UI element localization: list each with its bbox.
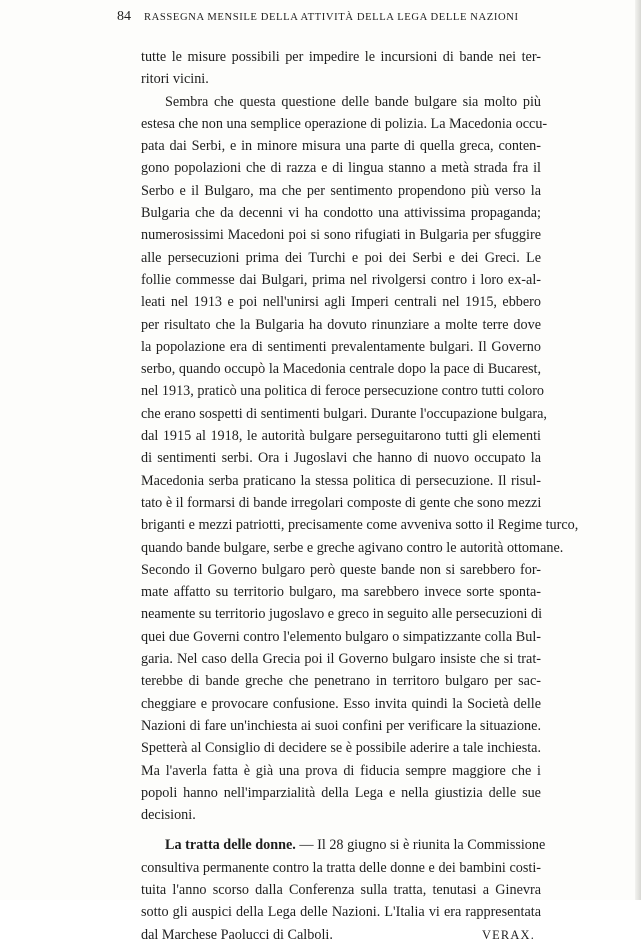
page-number: 84	[117, 9, 131, 24]
line-text: leati nel 1913 e poi nell'unirsi agli Imperi centrali nel 1915, ebbero	[141, 294, 541, 311]
text-line	[141, 91, 541, 113]
text-line	[141, 291, 541, 313]
line-text: Ma l'averla fatta è già una prova di fiducia sempre maggiore che i	[141, 762, 541, 779]
text-line	[141, 715, 541, 737]
paragraph	[141, 91, 579, 827]
text-line	[141, 648, 541, 670]
text-line	[141, 492, 541, 514]
text-line	[141, 670, 541, 692]
body-text	[141, 46, 579, 946]
line-text: numerosissimi Macedoni poi si sono rifugiati in Bulgaria per sfuggire	[141, 227, 541, 244]
line-text: di sentimenti serbi. Ora i Jugoslavi che hanno di nuovo occupato la	[141, 450, 541, 467]
line-text: quei due Governi contro l'elemento bulgaro o simpatizzante colla Bul-	[141, 628, 541, 645]
text-line	[141, 113, 548, 135]
line-text: dal 1915 al 1918, le autorità bulgare perseguitarono tutti gli elementi	[141, 428, 541, 445]
line-text: che erano sospetti di sentimenti bulgari. Durante l'occupazione bulgara,	[141, 405, 547, 422]
text-line	[141, 804, 541, 826]
line-text: sotto gli auspici della Lega delle Nazioni. L'Italia vi era rappresentata	[141, 904, 541, 921]
line-text: estesa che non una semplice operazione di polizia. La Macedonia occu-	[141, 115, 548, 132]
line-text: la popolazione era di sentimenti prevalentamente bulgari. Il Governo	[141, 338, 541, 355]
text-line	[141, 782, 541, 804]
text-line	[141, 514, 579, 536]
line-text: quando bande bulgare, serbe e greche agivano contro le autorità ottomane.	[141, 539, 564, 556]
text-line	[141, 403, 547, 425]
section-heading: La tratta delle donne.	[165, 837, 296, 854]
line-text: Nazioni di fare un'inchiesta ai suoi confini per verificare la situazione.	[141, 717, 541, 734]
line-text: neamente su territorio jugoslavo e greco in seguito alle persecuzioni di	[141, 606, 543, 623]
line-text: per risultato che la Bulgaria ha dovuto rinunziare a molte terre dove	[141, 316, 541, 333]
text-line	[141, 157, 541, 179]
line-text: Secondo il Governo bulgaro però queste bande non si sarebbero for-	[141, 561, 541, 578]
text-line	[141, 559, 541, 581]
line-text: Macedonia serba praticano la stessa politica di persecuzione. Il risul-	[141, 472, 541, 489]
line-text: pata dai Serbi, e in minore misura una parte di quella greca, conten-	[141, 138, 541, 155]
text-line	[141, 336, 541, 358]
line-text: briganti e mezzi patriotti, precisamente come avveniva sotto il Regime turco,	[141, 517, 579, 534]
text-line	[141, 447, 541, 469]
text-line	[141, 737, 541, 759]
text-line	[141, 603, 541, 625]
line-text: gono popolazioni che di razza e di lingua stanno a metà strada fra il	[141, 160, 541, 177]
text-line	[141, 626, 541, 648]
text-line	[141, 135, 541, 157]
running-title: RASSEGNA MENSILE DELLA ATTIVITÀ DELLA LEGA DELLE NAZIONI	[144, 12, 519, 23]
running-header	[117, 9, 549, 29]
author-signature: VERAX.	[482, 927, 535, 942]
paragraph-gap	[141, 826, 541, 834]
text-line	[141, 760, 541, 782]
text-line	[141, 68, 541, 90]
text-line	[141, 901, 541, 923]
line-text: dal Marchese Paolucci di Calboli.	[141, 926, 333, 943]
line-text: Serbo e il Bulgaro, ma che per sentimento propendono più verso la	[141, 182, 541, 199]
text-line	[141, 380, 545, 402]
line-text: nel 1913, praticò una politica di feroce persecuzione contro tutti coloro	[141, 383, 545, 400]
text-line	[141, 693, 541, 715]
text-line	[141, 247, 541, 269]
text-line	[141, 834, 546, 856]
text-line	[141, 581, 541, 603]
line-text: Sembra che questa questione delle bande bulgare sia molto più	[165, 93, 541, 110]
text-line	[141, 46, 541, 68]
line-text: — Il 28 giugno si è riunita la Commissione	[295, 837, 546, 854]
text-line	[141, 470, 541, 492]
text-line	[141, 857, 541, 879]
text-line	[141, 269, 541, 291]
line-text: ritori vicini.	[141, 71, 209, 88]
line-text: tuita l'anno scorso dalla Conferenza sulla tratta, tenutasi a Ginevra	[141, 881, 541, 898]
line-text: decisioni.	[141, 807, 196, 824]
text-line	[141, 314, 541, 336]
text-line	[141, 358, 541, 380]
text-line	[141, 180, 541, 202]
line-text: Spetterà al Consiglio di decidere se è possibile aderire a tale inchiesta.	[141, 740, 541, 757]
line-text: alle persecuzioni prima dei Turchi e poi dei Serbi e dei Greci. Le	[141, 249, 541, 266]
line-text: mate affatto su territorio bulgaro, ma sarebbero invece sorte sponta-	[141, 584, 541, 601]
text-line	[141, 224, 541, 246]
line-text: Bulgaria che da decenni vi ha condotto una attivissima propaganda;	[141, 205, 541, 222]
text-line	[141, 924, 541, 946]
text-line	[141, 202, 541, 224]
paragraph	[141, 834, 546, 945]
text-line	[141, 537, 564, 559]
paragraph	[141, 46, 541, 91]
text-line	[141, 425, 541, 447]
line-text: tato è il formarsi di bande irregolari composte di gente che sono mezzi	[141, 494, 542, 511]
line-text: garia. Nel caso della Grecia poi il Governo bulgaro insiste che si trat-	[141, 651, 541, 668]
line-text: terebbe di bande greche che penetrano in territoro bulgaro per sac-	[141, 673, 541, 690]
page-edge-shadow	[635, 0, 641, 900]
line-text: tutte le misure possibili per impedire le incursioni di bande nei ter-	[141, 49, 541, 65]
line-text: consultiva permanente contro la tratta delle donne e dei bambini costi-	[141, 859, 541, 876]
text-line	[141, 879, 541, 901]
line-text: popoli hanno nell'imparzialità della Lega e nella giustizia delle sue	[141, 784, 541, 801]
line-text: cheggiare e provocare confusione. Esso invita quindi la Società delle	[141, 695, 541, 712]
line-text: serbo, quando occupò la Macedonia centrale dopo la pace di Bucarest,	[141, 361, 541, 378]
line-text: follie commesse dai Bulgari, prima nel rivolgersi contro i loro ex-al-	[141, 271, 541, 288]
